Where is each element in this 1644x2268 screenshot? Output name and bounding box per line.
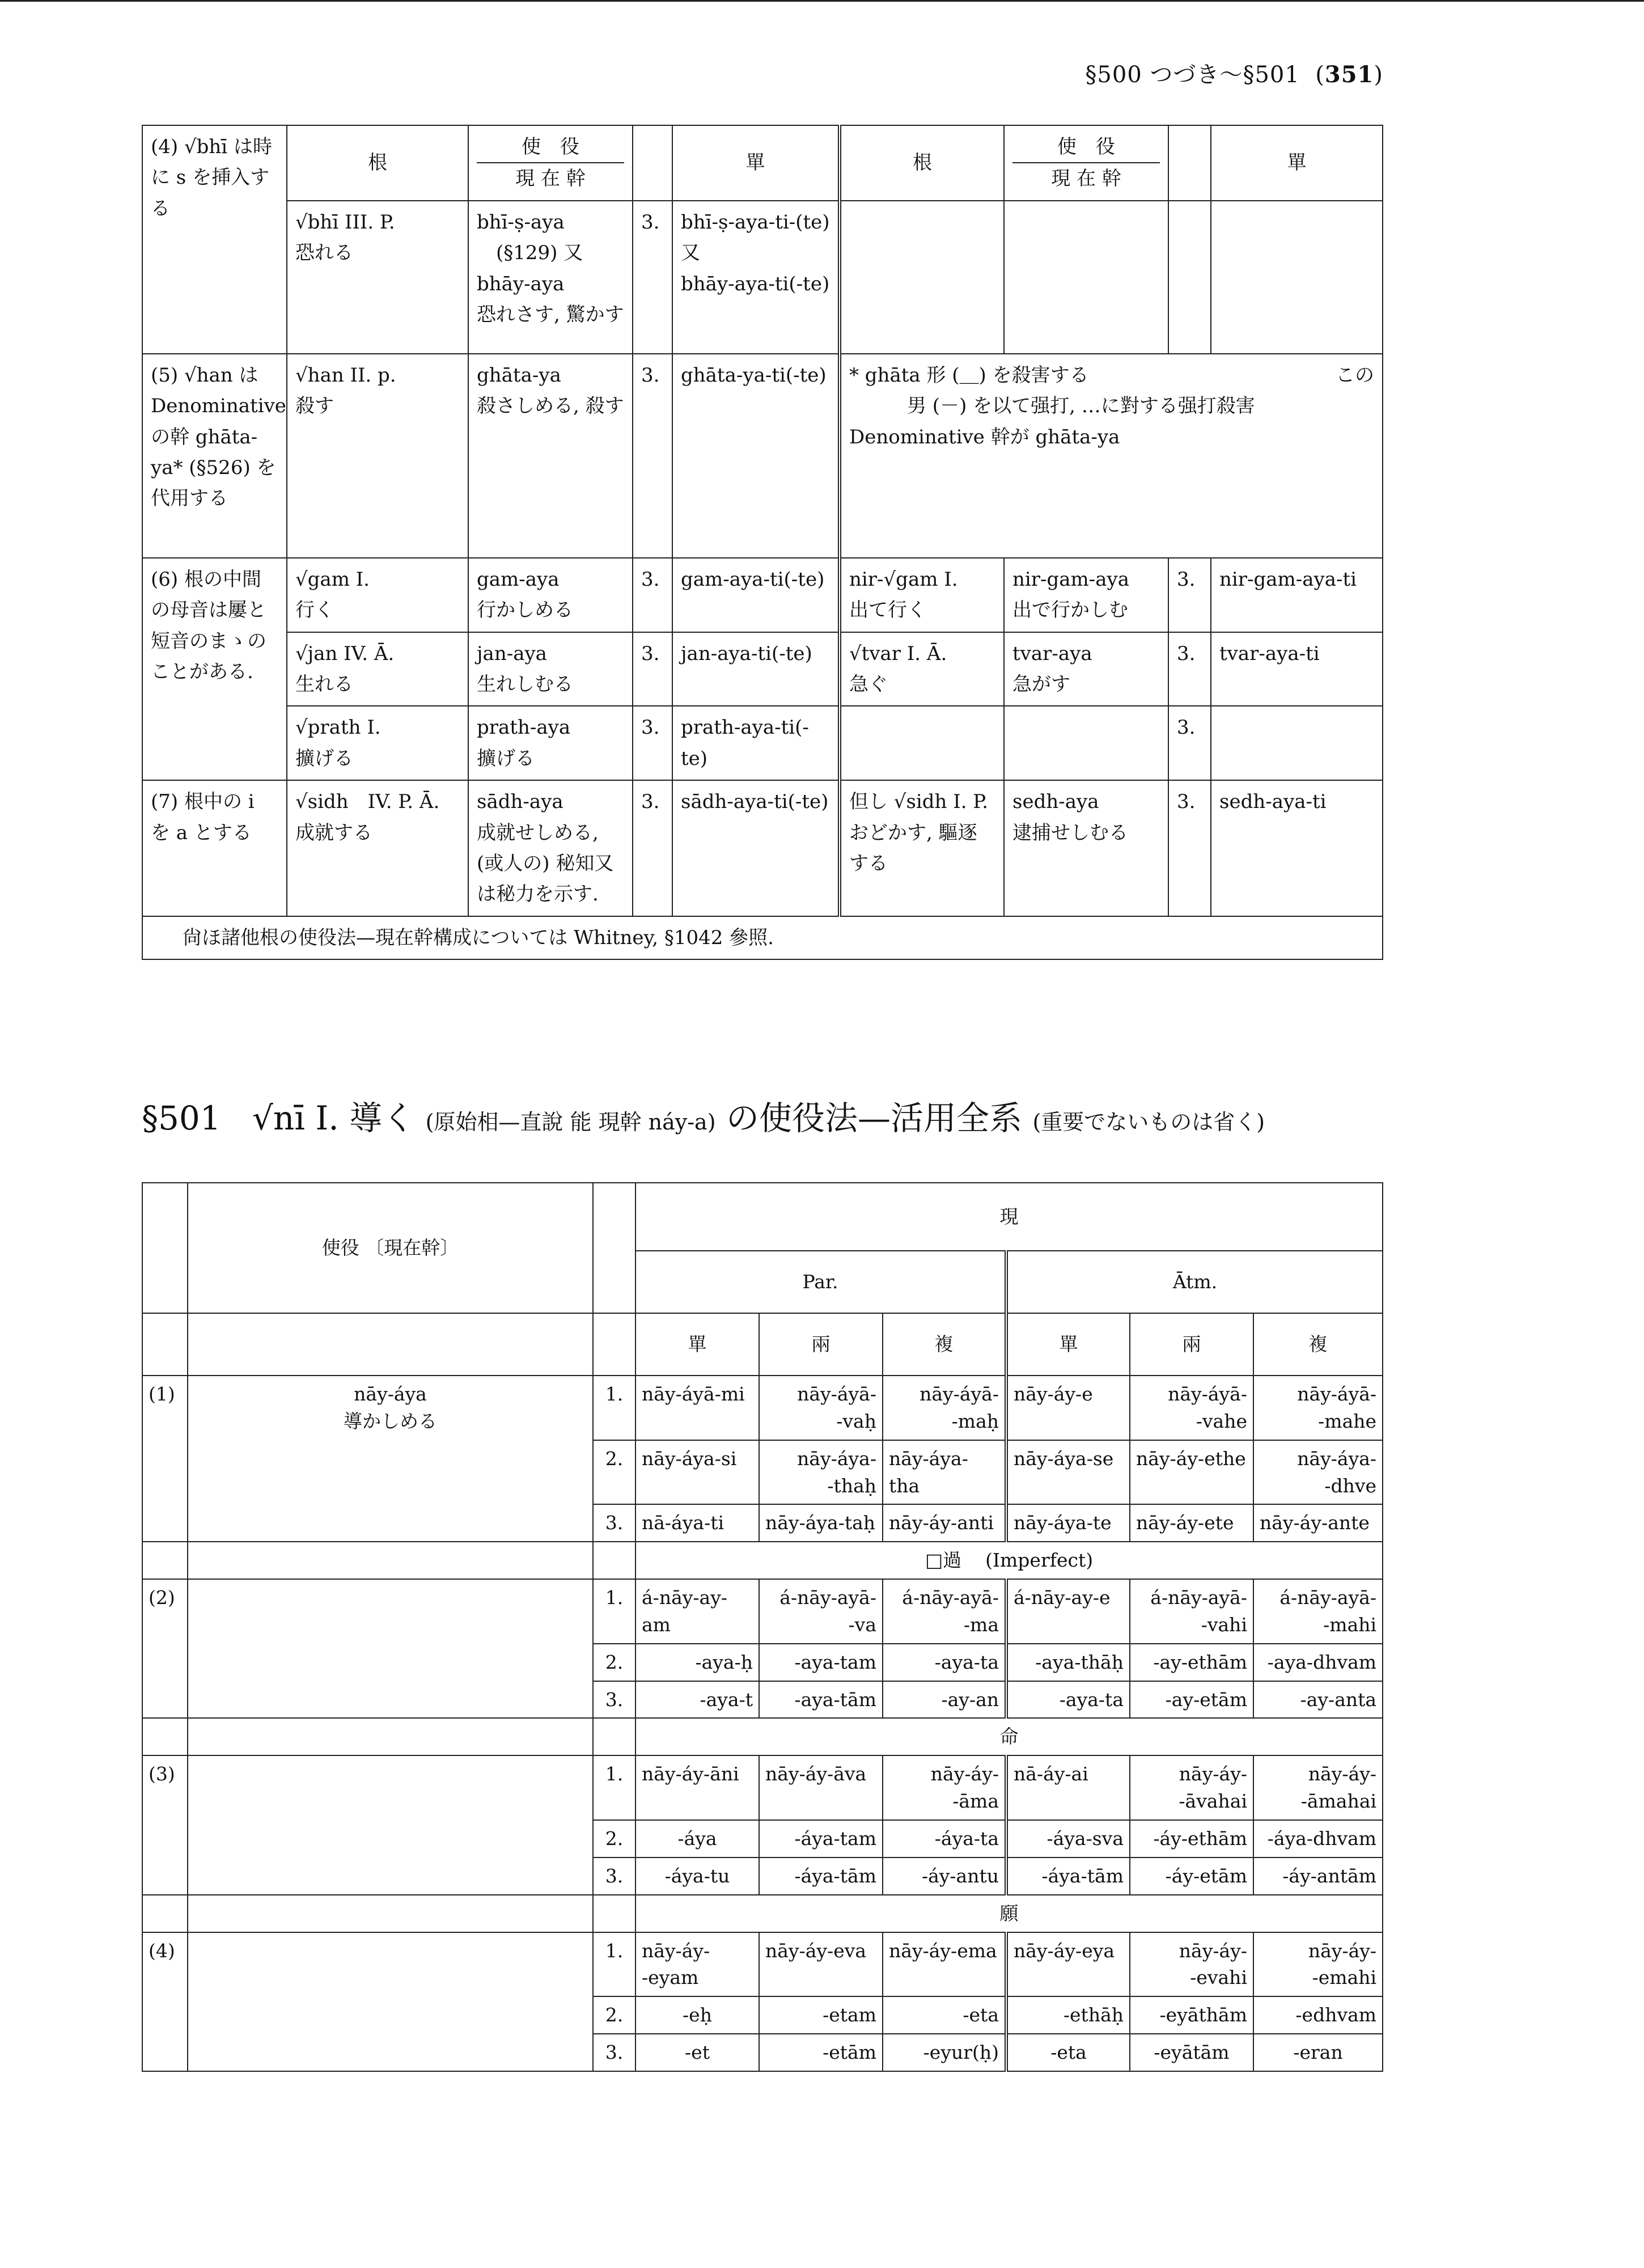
t2-b2-r1-c6: á-nāy-ayā- -mahi	[1253, 1579, 1383, 1644]
row6a-num2: 3.	[1168, 558, 1211, 632]
t2-b2-r1-c1: á-nāy-ay-am	[635, 1579, 759, 1644]
t2-b1-r1-c2: nāy-áyā- -vaḥ	[759, 1376, 883, 1440]
t2-opt-blank-b	[188, 1895, 593, 1932]
row4-num2	[1168, 201, 1211, 354]
t2-b1-p3: 3.	[593, 1504, 635, 1542]
row6a-root2: nir-√gam I. 出て行く	[840, 558, 1004, 632]
row6b-num: 3.	[633, 632, 672, 706]
t2-b2-r1-c4: á-nāy-ay-e	[1006, 1579, 1130, 1644]
row7-form2: sedh-aya-ti	[1211, 780, 1383, 916]
t2-b4-r2-c6: -edhvam	[1253, 1996, 1383, 2034]
causative-table	[142, 125, 1383, 960]
t2-b4-p2: 2.	[593, 1996, 635, 2034]
t2-b4-r3-c3: -eyur(ḥ)	[883, 2034, 1006, 2071]
row6b	[142, 632, 1383, 706]
t2-b3-r3-c3: -áy-antu	[883, 1857, 1006, 1895]
t2-header-row3	[142, 1313, 1383, 1376]
page-number: 351	[1324, 61, 1374, 88]
t2-b3-r2-c6: -áya-dhvam	[1253, 1820, 1383, 1857]
t2-block1-row1	[142, 1376, 1383, 1440]
section-number: §501	[142, 1099, 221, 1137]
t2-b2-r3-c6: -ay-anta	[1253, 1681, 1383, 1719]
table1-header	[142, 125, 1383, 201]
t2-b4-r2-c4: -ethāḥ	[1006, 1996, 1130, 2034]
t2-optative-header	[142, 1895, 1383, 1932]
t2-imperfect-label: (Imperfect)	[985, 1549, 1094, 1572]
t2-b1-p2: 2.	[593, 1440, 635, 1505]
t2-b3-r1-c3: nāy-áy- -āma	[883, 1755, 1006, 1820]
row6a	[142, 558, 1383, 632]
t2-b3-r2-c3: -áya-ta	[883, 1820, 1006, 1857]
row6b-root2: √tvar I. Ā. 急ぐ	[840, 632, 1004, 706]
row4	[142, 201, 1383, 354]
row5	[142, 354, 1383, 558]
row6c	[142, 706, 1383, 780]
t2-block2-stem	[188, 1579, 593, 1718]
row5-label: (5) √han は Denominative の幹 ghāta-ya* (§526) を代用する	[142, 354, 287, 558]
t2-b2-r3-c1: -aya-t	[635, 1681, 759, 1719]
t2-b1-r3-c5: nāy-áy-ete	[1130, 1504, 1253, 1542]
row7-num: 3.	[633, 780, 672, 916]
t2-b1-r1-c5: nāy-áyā- -vahe	[1130, 1376, 1253, 1440]
t2-block4-row1	[142, 1932, 1383, 1997]
t2-stem-header: 使役 〔現在幹〕	[188, 1183, 593, 1313]
t2-imp-blank-b	[188, 1542, 593, 1579]
t2-b2-p2: 2.	[593, 1644, 635, 1681]
t2-b4-r2-c1: -eḥ	[635, 1996, 759, 2034]
t2-b2-r3-c2: -aya-tām	[759, 1681, 883, 1719]
t2-b3-p3: 3.	[593, 1857, 635, 1895]
row6b-root: √jan IV. Ā. 生れる	[287, 632, 468, 706]
row6c-stem: prath-aya 擴げる	[468, 706, 633, 780]
t2-b1-r2-c3: nāy-áya-tha	[883, 1440, 1006, 1505]
row5-note-cell	[840, 354, 1383, 558]
t2-b3-r1-c6: nāy-áy- -āmahai	[1253, 1755, 1383, 1820]
row6c-form2	[1211, 706, 1383, 780]
t2-stem: nāy-áya	[354, 1383, 427, 1405]
t2-b2-p1: 1.	[593, 1579, 635, 1644]
t2-b2-r2-c2: -aya-tam	[759, 1644, 883, 1681]
t2-b1-p1: 1.	[593, 1376, 635, 1440]
t2-par-label: Par.	[635, 1251, 1006, 1313]
t2-b4-r3-c5: -eyātām	[1130, 2034, 1253, 2071]
header-causative-top: 使 役	[477, 132, 624, 163]
header-causative	[468, 125, 633, 201]
t2-block4-stem	[188, 1932, 593, 2071]
t2-num-du: 兩	[759, 1313, 883, 1376]
row6c-root2	[840, 706, 1004, 780]
row6c-num: 3.	[633, 706, 672, 780]
t2-imperfect-mark: □過	[925, 1549, 962, 1572]
header-causative-bottom-2: 現 在 幹	[1051, 167, 1121, 191]
t2-num-du-2: 兩	[1130, 1313, 1253, 1376]
section-root: √nī I. 導く	[252, 1099, 416, 1137]
row6a-form2: nir-gam-aya-ti	[1211, 558, 1383, 632]
t2-b1-r1-c4: nāy-áy-e	[1006, 1376, 1130, 1440]
header-causative-bottom: 現 在 幹	[515, 167, 586, 191]
row7-label: (7) 根中の i を a とする	[142, 780, 287, 916]
t2-b1-r3-c1: nā-áya-ti	[635, 1504, 759, 1542]
t2-b3-r3-c1: -áya-tu	[635, 1857, 759, 1895]
row6a-form: gam-aya-ti(-te)	[672, 558, 840, 632]
t2-b4-r1-c5: nāy-áy- -evahi	[1130, 1932, 1253, 1997]
section-note: (重要でないものは省く)	[1032, 1110, 1265, 1135]
section-title	[142, 1091, 1265, 1139]
t2-b4-r2-c5: -eyāthām	[1130, 1996, 1253, 2034]
t2-atm-label: Ātm.	[1006, 1251, 1383, 1313]
t2-b4-r1-c6: nāy-áy- -emahi	[1253, 1932, 1383, 1997]
running-head: §500 つづき～§501 (351)	[1085, 61, 1383, 88]
t2-b2-r2-c1: -aya-ḥ	[635, 1644, 759, 1681]
row7-root2: 但し √sidh I. P. おどかす, 驅逐する	[840, 780, 1004, 916]
t2-b1-r2-c1: nāy-áya-si	[635, 1440, 759, 1505]
header-singular: 單	[672, 125, 840, 201]
table1-footer: 尙ほ諸他根の使役法—現在幹構成については Whitney, §1042 參照.	[142, 916, 1383, 959]
t2-block2-row1	[142, 1579, 1383, 1644]
t2-b4-r3-c2: -etām	[759, 2034, 883, 2071]
row6b-form2: tvar-aya-ti	[1211, 632, 1383, 706]
row6-label: (6) 根の中間の母音は屢と短音のまゝのことがある.	[142, 558, 287, 780]
row4-stem2	[1004, 201, 1168, 354]
t2-b2-r1-c3: á-nāy-ayā- -ma	[883, 1579, 1006, 1644]
t2-b4-r1-c1: nāy-áy- -eyam	[635, 1932, 759, 1997]
t2-b1-r3-c6: nāy-áy-ante	[1253, 1504, 1383, 1542]
t2-b2-r2-c5: -ay-ethām	[1130, 1644, 1253, 1681]
t2-block3-stem	[188, 1755, 593, 1894]
t2-imp-blank-a	[142, 1542, 188, 1579]
t2-b2-r2-c4: -aya-thāḥ	[1006, 1644, 1130, 1681]
row7-form: sādh-aya-ti(-te)	[672, 780, 840, 916]
row4-stem: bhī-ṣ-aya (§129) 又 bhāy-aya 恐れさす, 驚かす	[468, 201, 633, 354]
row4-label: (4) √bhī は時に s を挿入する	[142, 125, 287, 354]
t2-num-pl: 複	[883, 1313, 1006, 1376]
t2-b3-r3-c4: -áya-tām	[1006, 1857, 1130, 1895]
t2-num-pl-2: 複	[1253, 1313, 1383, 1376]
row6a-num: 3.	[633, 558, 672, 632]
row5-num: 3.	[633, 354, 672, 558]
row6b-stem: jan-aya 生れしむる	[468, 632, 633, 706]
t2-b3-r1-c1: nāy-áy-āni	[635, 1755, 759, 1820]
t2-b4-p1: 1.	[593, 1932, 635, 1997]
row6c-form: prath-aya-ti(-te)	[672, 706, 840, 780]
t2-block2-label: (2)	[142, 1579, 188, 1718]
header-root-2: 根	[840, 125, 1004, 201]
t2-b3-r1-c2: nāy-áy-āva	[759, 1755, 883, 1820]
t2-b4-r3-c1: -et	[635, 2034, 759, 2071]
running-head-text: §500 つづき～§501	[1085, 62, 1300, 88]
t2-b4-r3-c4: -eta	[1006, 2034, 1130, 2071]
header-singular-2: 單	[1211, 125, 1383, 201]
t2-b4-r2-c3: -eta	[883, 1996, 1006, 2034]
row6c-num2: 3.	[1168, 706, 1211, 780]
top-rule	[0, 0, 1644, 2]
conjugation-table	[142, 1182, 1383, 2072]
t2-stem-gloss: 導かしめる	[344, 1410, 437, 1432]
row5-stem: ghāta-ya 殺さしめる, 殺す	[468, 354, 633, 558]
t2-b1-r2-c4: nāy-áya-se	[1006, 1440, 1130, 1505]
table1-footer-row	[142, 916, 1383, 959]
row5-form: ghāta-ya-ti(-te)	[672, 354, 840, 558]
t2-imperative-label: 命	[635, 1718, 1383, 1755]
t2-stem-cell	[188, 1376, 593, 1542]
row5-note: * ghāta 形 (＿) を殺害する 男 (－) を以て强打, …に對する强打殺害 Denominative 幹が ghāta-ya	[849, 363, 1255, 448]
t2-b2-r2-c3: -aya-ta	[883, 1644, 1006, 1681]
row6c-root: √prath I. 擴げる	[287, 706, 468, 780]
t2-b3-p2: 2.	[593, 1820, 635, 1857]
t2-b4-r1-c4: nāy-áy-eya	[1006, 1932, 1130, 1997]
header-causative-2	[1004, 125, 1168, 201]
t2-b1-r1-c1: nāy-áyā-mi	[635, 1376, 759, 1440]
row4-root: √bhī III. P. 恐れる	[287, 201, 468, 354]
t2-header-row1	[142, 1183, 1383, 1251]
t2-block4-label: (4)	[142, 1932, 188, 2071]
t2-b1-r3-c4: nāy-áya-te	[1006, 1504, 1130, 1542]
t2-b4-r3-c6: -eran	[1253, 2034, 1383, 2071]
t2-impv-blank-c	[593, 1718, 635, 1755]
row6c-stem2	[1004, 706, 1168, 780]
t2-num-sg-2: 單	[1006, 1313, 1130, 1376]
t2-imperfect-cell	[635, 1542, 1383, 1579]
t2-imperative-header	[142, 1718, 1383, 1755]
t2-b4-r2-c2: -etam	[759, 1996, 883, 2034]
t2-b1-r3-c3: nāy-áy-anti	[883, 1504, 1006, 1542]
t2-b1-r2-c5: nāy-áy-ethe	[1130, 1440, 1253, 1505]
t2-b3-r2-c2: -áya-tam	[759, 1820, 883, 1857]
section-heading: の使役法—活用全系	[726, 1099, 1022, 1137]
t2-num-header	[593, 1183, 635, 1313]
t2-imp-blank-c	[593, 1542, 635, 1579]
t2-b3-r2-c4: -áya-sva	[1006, 1820, 1130, 1857]
t2-corner	[142, 1183, 188, 1313]
t2-b4-r1-c3: nāy-áy-ema	[883, 1932, 1006, 1997]
row4-form2	[1211, 201, 1383, 354]
t2-b2-p3: 3.	[593, 1681, 635, 1719]
t2-b1-r3-c2: nāy-áya-taḥ	[759, 1504, 883, 1542]
t2-block1-label: (1)	[142, 1376, 188, 1542]
row6b-num2: 3.	[1168, 632, 1211, 706]
t2-block3-row1	[142, 1755, 1383, 1820]
row4-root2	[840, 201, 1004, 354]
row5-root: √han II. p. 殺す	[287, 354, 468, 558]
t2-b4-r1-c2: nāy-áy-eva	[759, 1932, 883, 1997]
header-blank-2	[1168, 125, 1211, 201]
t2-b2-r1-c5: á-nāy-ayā- -vahi	[1130, 1579, 1253, 1644]
t2-blank-a	[142, 1313, 188, 1376]
t2-b2-r2-c6: -aya-dhvam	[1253, 1644, 1383, 1681]
row7-num2: 3.	[1168, 780, 1211, 916]
header-root: 根	[287, 125, 468, 201]
row4-num: 3.	[633, 201, 672, 354]
t2-b3-r3-c5: -áy-etām	[1130, 1857, 1253, 1895]
row7	[142, 780, 1383, 916]
row7-stem2: sedh-aya 逮捕せしむる	[1004, 780, 1168, 916]
t2-b3-r2-c5: -áy-ethām	[1130, 1820, 1253, 1857]
t2-b2-r3-c4: -aya-ta	[1006, 1681, 1130, 1719]
t2-impv-blank-b	[188, 1718, 593, 1755]
t2-blank-b	[188, 1313, 593, 1376]
row6a-stem2: nir-gam-aya 出で行かしむ	[1004, 558, 1168, 632]
row6b-form: jan-aya-ti(-te)	[672, 632, 840, 706]
row6b-stem2: tvar-aya 急がす	[1004, 632, 1168, 706]
t2-b1-r1-c3: nāy-áyā- -maḥ	[883, 1376, 1006, 1440]
t2-b1-r2-c2: nāy-áya- -thaḥ	[759, 1440, 883, 1505]
section-paren: (原始相—直說 能 現幹 náy-a)	[425, 1110, 716, 1135]
row5-note-side: この	[1336, 363, 1374, 387]
t2-num-sg: 單	[635, 1313, 759, 1376]
row6a-root: √gam I. 行く	[287, 558, 468, 632]
row7-root: √sidh IV. P. Ā. 成就する	[287, 780, 468, 916]
t2-b2-r1-c2: á-nāy-ayā- -va	[759, 1579, 883, 1644]
t2-b1-r2-c6: nāy-áya- -dhve	[1253, 1440, 1383, 1505]
t2-b3-r2-c1: -áya	[635, 1820, 759, 1857]
t2-present-label: 現	[635, 1183, 1383, 1251]
t2-block3-label: (3)	[142, 1755, 188, 1894]
t2-opt-blank-a	[142, 1895, 188, 1932]
t2-impv-blank-a	[142, 1718, 188, 1755]
row4-form: bhī-ṣ-aya-ti-(te) 又 bhāy-aya-ti(-te)	[672, 201, 840, 354]
t2-b2-r3-c3: -ay-an	[883, 1681, 1006, 1719]
row7-stem: sādh-aya 成就せしめる, (或人の) 秘知又は秘力を示す.	[468, 780, 633, 916]
header-blank	[633, 125, 672, 201]
t2-b2-r3-c5: -ay-etām	[1130, 1681, 1253, 1719]
t2-b3-r1-c5: nāy-áy- -āvahai	[1130, 1755, 1253, 1820]
t2-b3-r3-c6: -áy-antām	[1253, 1857, 1383, 1895]
t2-opt-blank-c	[593, 1895, 635, 1932]
t2-blank-c	[593, 1313, 635, 1376]
header-causative-top-2: 使 役	[1012, 132, 1160, 163]
t2-optative-label: 願	[635, 1895, 1383, 1932]
t2-b4-p3: 3.	[593, 2034, 635, 2071]
t2-imperfect-header	[142, 1542, 1383, 1579]
t2-b3-r3-c2: -áya-tām	[759, 1857, 883, 1895]
row6a-stem: gam-aya 行かしめる	[468, 558, 633, 632]
t2-b3-p1: 1.	[593, 1755, 635, 1820]
t2-b3-r1-c4: nā-áy-ai	[1006, 1755, 1130, 1820]
t2-b1-r1-c6: nāy-áyā- -mahe	[1253, 1376, 1383, 1440]
